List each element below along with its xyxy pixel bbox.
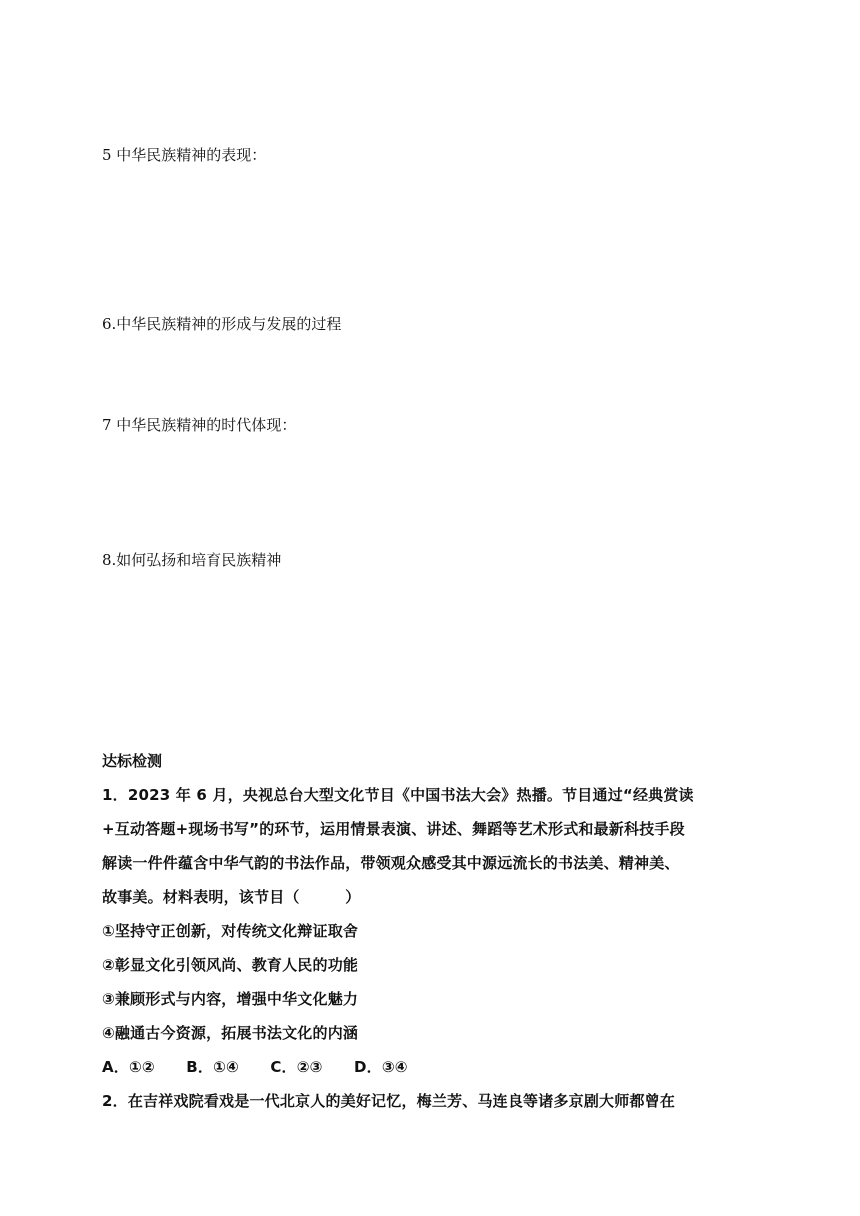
outline-item-5: 5 中华民族精神的表现： (102, 146, 267, 164)
answer-choice-d: D．③④ (353, 1058, 408, 1076)
question-1-line-2: +互动答题+现场书写”的环节，运用情景表演、讲述、舞蹈等艺术形式和最新科技手段 (102, 820, 685, 838)
answer-choice-a: A．①② (102, 1058, 155, 1076)
answer-choice-b: B．①④ (186, 1058, 239, 1076)
question-2-line-1: 2．在吉祥戏院看戏是一代北京人的美好记忆，梅兰芳、马连良等诸多京剧大师都曾在 (102, 1092, 676, 1110)
question-1-option-2: ②彰显文化引领风尚、教育人民的功能 (102, 956, 359, 974)
outline-item-7: 7 中华民族精神的时代体现： (102, 416, 297, 434)
question-1-line-1: 1．2023 年 6 月，央视总台大型文化节目《中国书法大会》热播。节目通过“经典赏读 (102, 786, 694, 804)
outline-item-6: 6.中华民族精神的形成与发展的过程 (102, 315, 342, 333)
section-title: 达标检测 (102, 752, 163, 770)
question-1-option-4: ④融通古今资源，拓展书法文化的内涵 (102, 1024, 359, 1042)
question-1-line-4: 故事美。材料表明，该节目（ ） (102, 888, 361, 906)
question-1-option-3: ③兼顾形式与内容，增强中华文化魅力 (102, 990, 359, 1008)
answer-choice-c: C．②③ (270, 1058, 323, 1076)
question-1-answer-choices (102, 1057, 766, 1077)
outline-item-8: 8.如何弘扬和培育民族精神 (102, 551, 282, 569)
question-1-line-3: 解读一件件蕴含中华气韵的书法作品，带领观众感受其中源远流长的书法美、精神美、 (102, 854, 680, 872)
question-1-option-1: ①坚持守正创新，对传统文化辩证取舍 (102, 922, 359, 940)
